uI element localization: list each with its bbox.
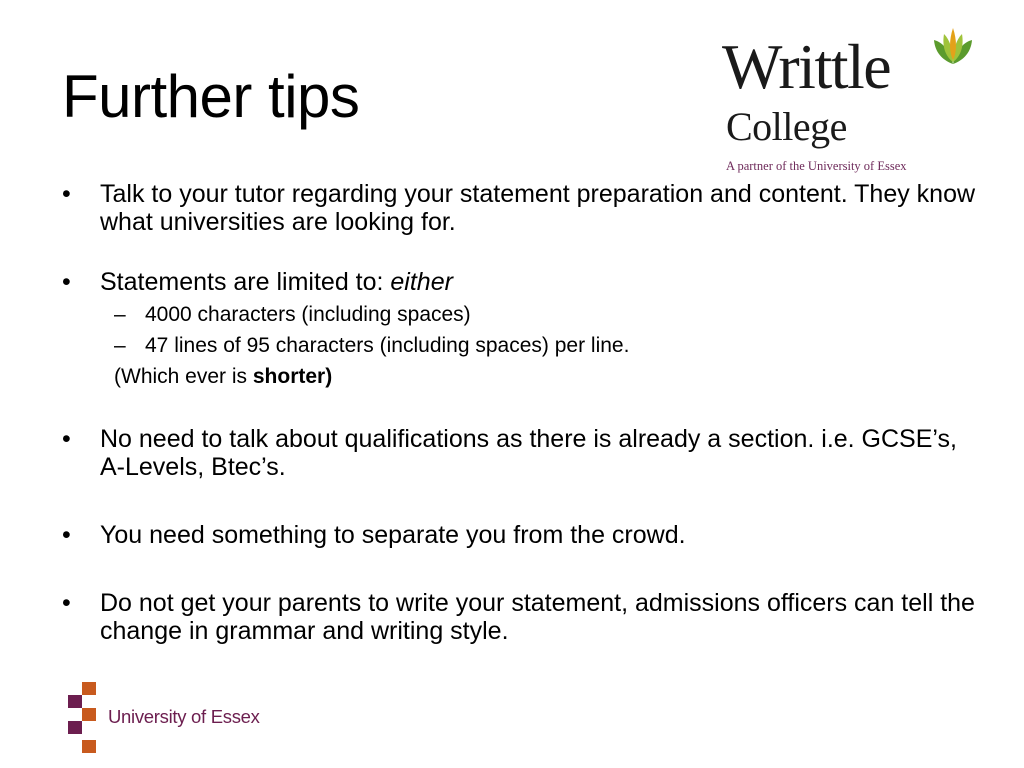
bullet-text: Do not get your parents to write your statement, admissions officers can tell the change in grammar and writing style.: [100, 589, 975, 645]
bullet-marker: •: [62, 521, 71, 549]
bullet-text: You need something to separate you from the crowd.: [100, 521, 686, 549]
bullet-item: [62, 589, 982, 645]
writtle-wordmark: Writtle: [722, 31, 891, 102]
bullet-text: Statements are limited to:: [100, 268, 391, 296]
sub-item: [62, 302, 982, 327]
sub-item: [62, 333, 982, 358]
university-of-essex-logo: [52, 682, 266, 754]
bullet-item: [62, 425, 982, 481]
bullet-list: [62, 180, 982, 645]
writtle-college-logo: [722, 28, 982, 178]
bullet-marker: •: [62, 268, 71, 296]
bullet-item: [62, 268, 982, 296]
essex-block-icon: [52, 682, 108, 754]
essex-wordmark: University of Essex: [108, 706, 260, 727]
bullet-emphasis: either: [390, 268, 453, 296]
sub-marker: –: [114, 334, 126, 357]
sub-marker: –: [114, 303, 126, 326]
bullet-marker: •: [62, 589, 71, 617]
bullet-item: [62, 180, 982, 236]
bullet-text: Talk to your tutor regarding your statement preparation and content. They know what universities are looking for.: [100, 180, 976, 236]
writtle-partner-tagline: A partner of the University of Essex: [726, 159, 907, 173]
leaf-icon: [932, 26, 974, 66]
bullet-marker: •: [62, 180, 71, 208]
note-text: (Which ever is: [114, 365, 253, 388]
bullet-text: No need to talk about qualifications as there is already a section. i.e. GCSE’s, A-Levels, Btec’s.: [100, 425, 957, 481]
note-bold-text: shorter): [252, 365, 333, 388]
sub-item-text: 47 lines of 95 characters (including spaces) per line.: [145, 334, 630, 357]
slide-title: Further tips: [62, 63, 360, 130]
sub-item-text: 4000 characters (including spaces): [145, 303, 471, 326]
writtle-college-word: College: [726, 104, 847, 149]
bullet-item: [62, 521, 982, 549]
bullet-marker: •: [62, 425, 71, 453]
limit-note: [62, 364, 982, 389]
